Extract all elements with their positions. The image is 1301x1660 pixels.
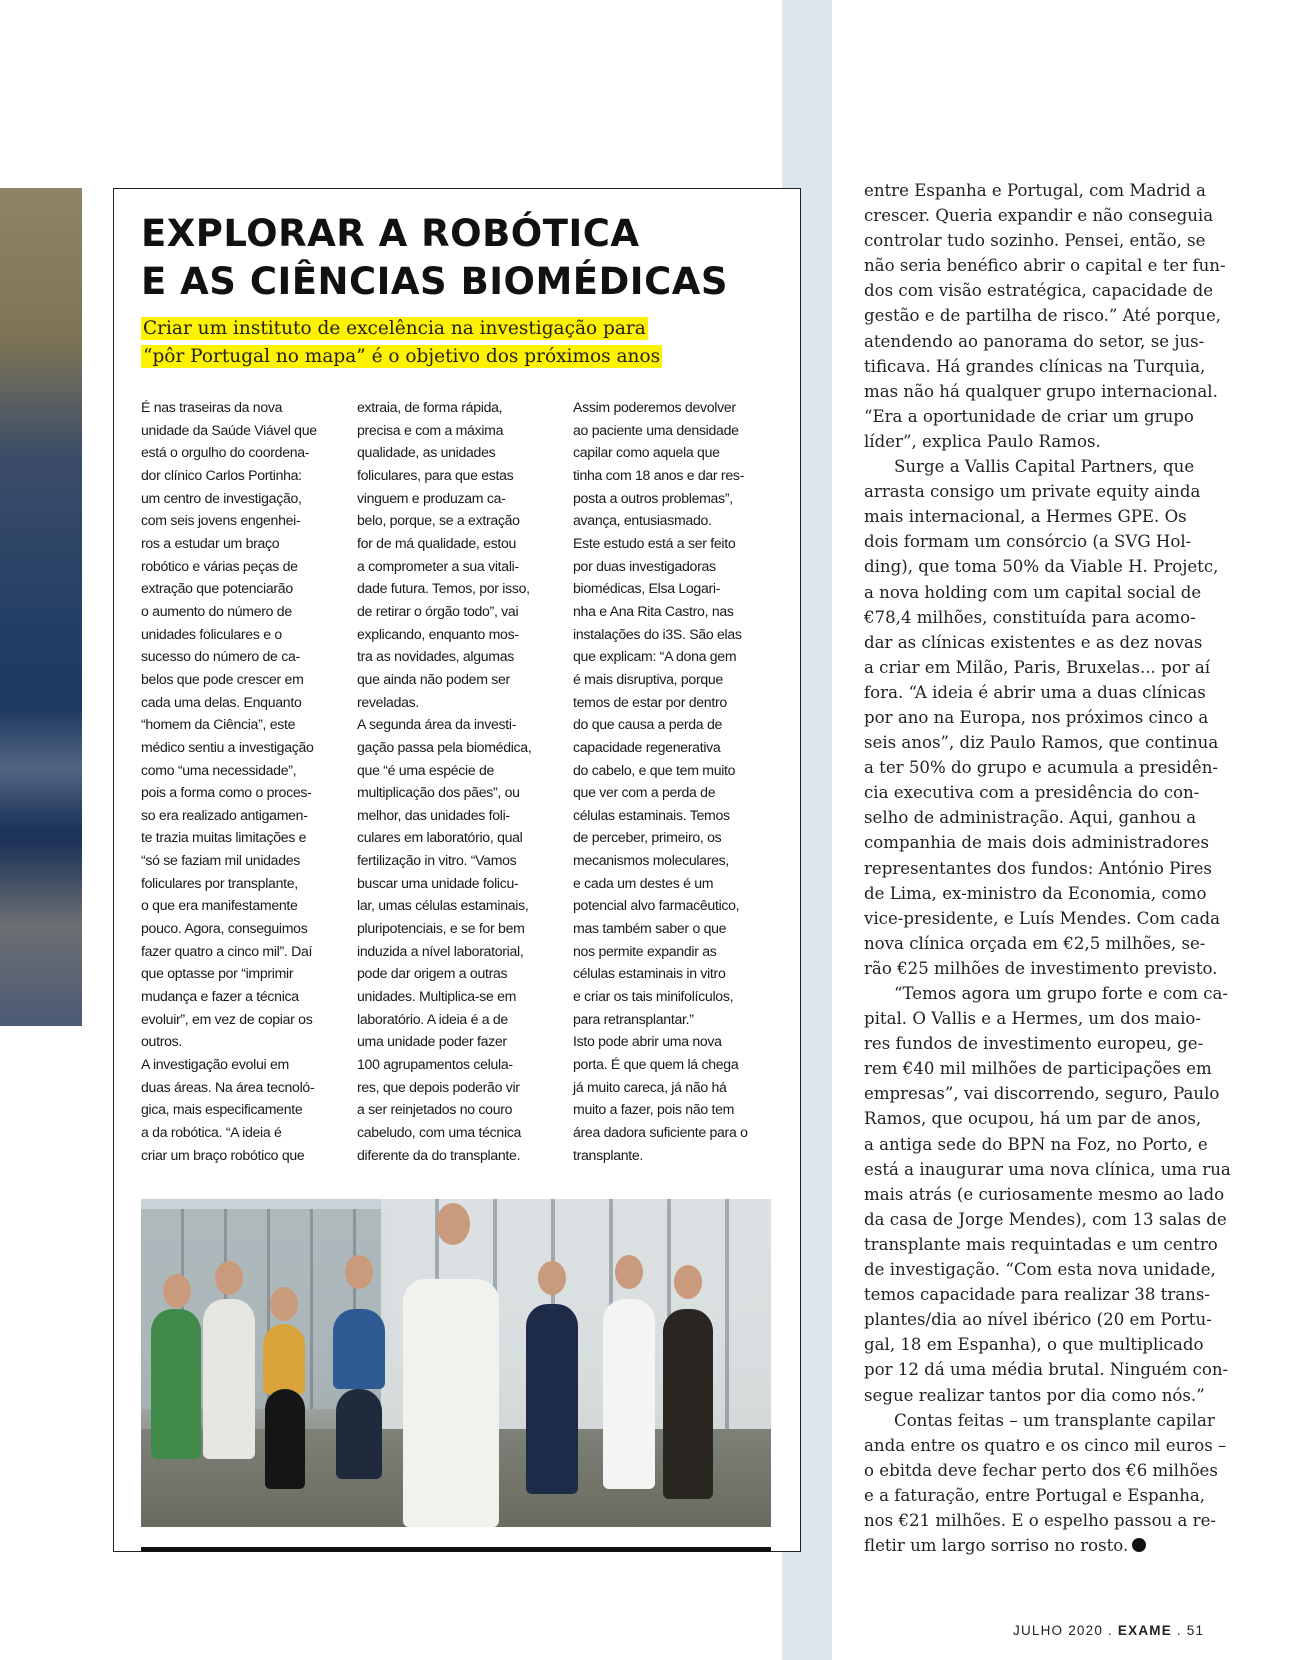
text-line-content: cia executiva com a presidência do con- (864, 783, 1200, 803)
text-line-content: de Lima, ex-ministro da Economia, como (864, 883, 1207, 903)
text-line: cada uma delas. Enquanto (141, 693, 302, 710)
text-line-content: e a faturação, entre Portugal e Espanha, (864, 1485, 1206, 1505)
text-line: de retirar o órgão todo”, vai (357, 602, 519, 619)
text-line (864, 705, 1214, 730)
text-line (864, 1282, 1214, 1307)
subhead-line-2: “pôr Portugal no mapa” é o objetivo dos próximos anos (143, 346, 661, 367)
text-line-content: €78,4 milhões, constituída para acomo- (864, 607, 1196, 627)
text-line: “homem da Ciência”, este (141, 716, 296, 733)
text-line (864, 203, 1214, 228)
text-line-content: pital. O Vallis e a Hermes, um dos maio- (864, 1009, 1202, 1029)
text-line-content: fora. “A ideia é abrir uma a duas clínicas (864, 682, 1206, 702)
text-line: fertilização in vitro. “Vamos (357, 852, 517, 869)
folio-page-number: 51 (1186, 1623, 1205, 1638)
text-line (864, 1383, 1214, 1408)
text-line: a da robótica. “A ideia é (141, 1124, 282, 1140)
text-line: mudança e fazer a técnica (141, 988, 299, 1005)
text-line: Assim poderemos devolver (573, 399, 736, 415)
text-line: que ainda não podem ser (357, 670, 510, 687)
text-line: A segunda área da investi- (357, 716, 517, 733)
text-line: tra as novidades, algumas (357, 648, 515, 665)
text-line: induzida a nível laboratorial, (357, 942, 524, 959)
text-line (864, 1357, 1229, 1382)
text-line: outros. (141, 1033, 182, 1050)
text-line: área dadora suficiente para o (573, 1124, 748, 1140)
text-line: com seis jovens engenhei- (141, 512, 301, 529)
page-folio (1013, 1623, 1204, 1638)
text-line (864, 630, 1214, 655)
text-line: precisa e com a máxima (357, 421, 504, 438)
text-line: dade futura. Temos, por isso, (357, 580, 530, 597)
text-line (864, 931, 1214, 956)
text-line-content: mais internacional, a Hermes GPE. Os (864, 507, 1187, 527)
article-headline (141, 210, 781, 306)
text-line-content: entre Espanha e Portugal, com Madrid a (864, 181, 1206, 200)
text-line: pois a forma como o proces- (141, 784, 312, 801)
article-subhead (141, 315, 761, 371)
text-line (864, 981, 1229, 1006)
text-line: 100 agrupamentos celula- (357, 1056, 513, 1073)
text-line (864, 1157, 1231, 1182)
text-line: posta a outros problemas”, (573, 489, 733, 506)
text-line: pluripotenciais, e se for bem (357, 920, 525, 937)
text-line (864, 906, 1221, 931)
text-line-content: ding), que toma 50% da Viable H. Projetc, (864, 557, 1219, 577)
text-line: muito a fazer, pois não tem (573, 1101, 735, 1118)
text-line-content: nos €21 milhões. E o espelho passou a re- (864, 1510, 1217, 1530)
text-line: e cada um destes é um (573, 874, 714, 891)
text-line: sucesso do número de ca- (141, 648, 300, 665)
folio-date: JULHO 2020 (1013, 1623, 1104, 1638)
text-line-content: tificava. Há grandes clínicas na Turquia, (864, 356, 1206, 376)
box-column-1 (141, 396, 341, 1166)
text-line: o aumento do número de (141, 602, 292, 619)
box-bottom-rule (141, 1547, 771, 1552)
text-line: qualidade, as unidades (357, 444, 496, 461)
box-column-2 (357, 396, 557, 1166)
text-line-content: seis anos”, diz Paulo Ramos, que continua (864, 733, 1219, 753)
text-line (864, 1533, 1214, 1558)
text-line: de perceber, primeiro, os (573, 829, 722, 846)
right-article-column (864, 178, 1231, 1558)
text-line: avança, entusiasmado. (573, 512, 712, 529)
text-line: nos permite expandir as (573, 942, 717, 959)
text-line (864, 253, 1226, 278)
text-line-content: transplante mais requintadas e um centro (864, 1234, 1218, 1254)
text-line-content: a criar em Milão, Paris, Bruxelas... por aí (864, 657, 1211, 677)
folio-sep-1: . (1108, 1623, 1113, 1638)
text-line (864, 429, 1214, 454)
text-line-content: plantes/dia ao nível ibérico (20 em Portu- (864, 1310, 1212, 1330)
text-line-content: não seria benéfico abrir o capital e ter fun- (864, 256, 1226, 276)
text-line: A investigação evolui em (141, 1056, 289, 1073)
text-line (864, 1182, 1225, 1207)
text-line (864, 479, 1214, 504)
text-line (864, 278, 1214, 303)
text-line (864, 404, 1214, 429)
text-line-content: nova clínica orçada em €2,5 milhões, se- (864, 933, 1206, 953)
text-line (864, 1081, 1220, 1106)
text-line (864, 881, 1214, 906)
text-line: for de má qualidade, estou (357, 534, 517, 551)
text-line: do que causa a perda de (573, 716, 723, 733)
text-line-content: “Temos agora um grupo forte e com ca- (894, 984, 1229, 1003)
text-line (864, 1056, 1214, 1081)
team-group-photo (141, 1199, 771, 1527)
text-line: que explicam: “A dona gem (573, 648, 737, 665)
left-edge-photo (0, 188, 82, 1026)
text-line: ros a estudar um braço (141, 534, 280, 551)
text-line: uma unidade poder fazer (357, 1033, 507, 1050)
text-line: so era realizado antigamen- (141, 806, 308, 823)
text-line: belo, porque, se a extração (357, 512, 520, 529)
text-line: vinguem e produzam ca- (357, 489, 506, 506)
text-line: melhor, das unidades foli- (357, 806, 510, 823)
text-line-content: atendendo ao panorama do setor, se jus- (864, 331, 1205, 351)
text-line: duas áreas. Na área tecnoló- (141, 1078, 315, 1095)
text-line (864, 780, 1214, 805)
text-line (864, 856, 1214, 881)
text-line (864, 329, 1214, 354)
text-line (864, 1257, 1214, 1282)
text-line (864, 554, 1219, 579)
text-line-content: mas não há qualquer grupo internacional. (864, 381, 1218, 401)
text-line-content: Contas feitas – um transplante capilar (894, 1410, 1215, 1430)
text-line: cabeludo, com uma técnica (357, 1124, 522, 1140)
text-line: Este estudo está a ser feito (573, 534, 736, 551)
text-line-content: dois formam um consórcio (a SVG Hol- (864, 532, 1192, 552)
text-line (864, 454, 1214, 479)
text-line-content: a ter 50% do grupo e acumula a presidên- (864, 758, 1219, 778)
text-line (864, 1232, 1218, 1257)
text-line: instalações do i3S. São elas (573, 625, 742, 642)
text-line: a comprometer a sua vitali- (357, 557, 519, 574)
text-line: já muito careca, já não há (573, 1078, 727, 1095)
text-line: unidades foliculares e o (141, 625, 282, 642)
text-line (864, 354, 1214, 379)
text-line: laboratório. A ideia é a de (357, 1010, 508, 1027)
text-line: dor clínico Carlos Portinha: (141, 466, 302, 483)
text-line: por duas investigadoras (573, 557, 716, 574)
text-line: ao paciente uma densidade (573, 421, 739, 438)
text-line: do cabelo, e que tem muito (573, 761, 736, 778)
text-line-content: crescer. Queria expandir e não conseguia (864, 206, 1214, 226)
text-line (864, 504, 1214, 529)
text-line: explicando, enquanto mos- (357, 625, 519, 642)
text-line: células estaminais in vitro (573, 965, 726, 982)
text-line-content: fletir um largo sorriso no rosto. (864, 1536, 1129, 1556)
text-line-content: “Era a oportunidade de criar um grupo (864, 406, 1194, 426)
text-line (864, 1508, 1217, 1533)
text-line: robótico e várias peças de (141, 557, 298, 574)
text-line-content: o ebitda deve fechar perto dos €6 milhões (864, 1460, 1218, 1480)
text-line-content: dos com visão estratégica, capacidade de (864, 281, 1214, 301)
text-line: um centro de investigação, (141, 489, 302, 506)
text-line: foliculares por transplante, (141, 874, 298, 891)
text-line-content: está a inaugurar uma nova clínica, uma rua (864, 1159, 1231, 1179)
text-line-content: anda entre os quatro e os cinco mil euros – (864, 1435, 1227, 1455)
text-line: a ser reinjetados no couro (357, 1101, 513, 1118)
text-line: unidades. Multiplica-se em (357, 988, 517, 1005)
text-line: temos de estar por dentro (573, 693, 727, 710)
box-column-3 (573, 396, 773, 1166)
text-line (864, 303, 1222, 328)
text-line-content: a antiga sede do BPN na Foz, no Porto, e (864, 1134, 1208, 1154)
text-line (864, 379, 1218, 404)
headline-line-1: EXPLORAR A ROBÓTICA (141, 212, 640, 255)
text-line-content: por 12 dá uma média brutal. Ninguém con- (864, 1360, 1229, 1380)
text-line (864, 1207, 1227, 1232)
text-line: que ver com a perda de (573, 784, 716, 801)
text-line-content: empresas”, vai discorrendo, seguro, Paulo (864, 1084, 1220, 1104)
text-line (864, 1433, 1227, 1458)
text-line: capacidade regenerativa (573, 738, 721, 755)
text-line: reveladas. (357, 693, 420, 710)
text-line (864, 529, 1214, 554)
text-line-content: mais atrás (e curiosamente mesmo ao lado (864, 1184, 1225, 1204)
text-line: evoluir”, em vez de copiar os (141, 1010, 313, 1027)
text-line (864, 1006, 1214, 1031)
text-line-content: Surge a Vallis Capital Partners, que (894, 457, 1195, 477)
text-line: Isto pode abrir uma nova (573, 1033, 722, 1050)
text-line: res, que depois poderão vir (357, 1078, 520, 1095)
text-line-content: res fundos de investimento europeu, ge- (864, 1034, 1204, 1054)
text-line: belos que pode crescer em (141, 670, 304, 687)
text-line (864, 655, 1214, 680)
text-line: É nas traseiras da nova (141, 399, 283, 415)
text-line-content: Ramos, que ocupou, há um par de anos, (864, 1109, 1202, 1129)
text-line: transplante. (573, 1146, 644, 1163)
text-line-content: arrasta consigo um private equity ainda (864, 482, 1201, 502)
text-line-content: selho de administração. Aqui, ganhou a (864, 808, 1197, 828)
text-line: criar um braço robótico que (141, 1146, 305, 1163)
text-line-content: gal, 18 em Espanha), o que multiplicado (864, 1335, 1204, 1355)
text-line: é mais disruptiva, porque (573, 670, 723, 687)
text-line (864, 755, 1219, 780)
text-line: extração que potenciarão (141, 580, 293, 597)
folio-sep-2: . (1176, 1623, 1182, 1638)
text-line: que optasse por “imprimir (141, 965, 294, 982)
text-line: culares em laboratório, qual (357, 829, 523, 846)
text-line: fazer quatro a cinco mil”. Daí (141, 942, 313, 959)
text-line (864, 580, 1214, 605)
text-line: tinha com 18 anos e dar res- (573, 466, 744, 483)
text-line: “só se faziam mil unidades (141, 852, 301, 869)
text-line-content: dar as clínicas existentes e as dez novas (864, 632, 1203, 652)
text-line-content: por ano na Europa, nos próximos cinco a (864, 707, 1209, 727)
text-line-content: rão €25 milhões de investimento previsto. (864, 958, 1218, 978)
text-line: porta. É que quem lá chega (573, 1056, 739, 1073)
text-line (864, 1332, 1214, 1357)
text-line: biomédicas, Elsa Logari- (573, 580, 721, 597)
text-line: te trazia muitas limitações e (141, 829, 307, 846)
text-line (864, 956, 1218, 981)
text-line-content: temos capacidade para realizar 38 trans- (864, 1285, 1210, 1305)
text-line (864, 1483, 1214, 1508)
text-line (864, 805, 1214, 830)
headline-line-2: E AS CIÊNCIAS BIOMÉDICAS (141, 260, 728, 303)
text-line: que “é uma espécie de (357, 761, 495, 778)
text-line (864, 228, 1214, 253)
text-line: diferente da do transplante. (357, 1146, 521, 1163)
text-line (864, 1307, 1214, 1332)
text-line: potencial alvo farmacêutico, (573, 897, 740, 914)
text-line (864, 730, 1219, 755)
text-line: gica, mais especificamente (141, 1101, 303, 1118)
text-line: foliculares, para que estas (357, 466, 514, 483)
text-line: o que era manifestamente (141, 897, 298, 914)
text-line: mecanismos moleculares, (573, 852, 730, 869)
text-line: médico sentiu a investigação (141, 738, 314, 755)
text-line: nha e Ana Rita Castro, nas (573, 602, 734, 619)
text-line: lar, umas células estaminais, (357, 897, 529, 914)
text-line (864, 1031, 1214, 1056)
text-line-content: gestão e de partilha de risco.” Até porque, (864, 306, 1222, 326)
text-line: extraia, de forma rápida, (357, 399, 503, 415)
subhead-line-1: Criar um instituto de excelência na investigação para (143, 318, 646, 339)
text-line: está o orgulho do coordena- (141, 444, 310, 461)
text-line: células estaminais. Temos (573, 806, 730, 823)
text-line (864, 830, 1214, 855)
text-line: buscar uma unidade folicu- (357, 874, 519, 891)
text-line: multiplicação dos pães”, ou (357, 784, 520, 801)
text-line (864, 1132, 1214, 1157)
text-line (864, 178, 1214, 203)
text-line-content: da casa de Jorge Mendes), com 13 salas de (864, 1209, 1227, 1229)
text-line: mas também saber o que (573, 920, 727, 937)
end-of-article-icon (1132, 1538, 1146, 1552)
text-line: pode dar origem a outras (357, 965, 508, 982)
text-line-content: rem €40 mil milhões de participações em (864, 1059, 1212, 1079)
text-line-content: representantes dos fundos: António Pires (864, 858, 1212, 878)
text-line-content: companhia de mais dois administradores (864, 833, 1209, 853)
text-line (864, 1458, 1218, 1483)
text-line-content: segue realizar tantos por dia como nós.” (864, 1385, 1205, 1405)
text-line (864, 605, 1214, 630)
text-line (864, 1408, 1214, 1433)
text-line: e criar os tais minifolículos, (573, 988, 734, 1005)
folio-magazine: EXAME (1117, 1623, 1172, 1638)
text-line-content: controlar tudo sozinho. Pensei, então, se (864, 231, 1206, 251)
text-line-content: líder”, explica Paulo Ramos. (864, 431, 1101, 451)
text-line-content: de investigação. “Com esta nova unidade, (864, 1260, 1216, 1280)
text-line: capilar como aquela que (573, 444, 720, 461)
text-line: como “uma necessidade”, (141, 761, 297, 778)
text-line (864, 680, 1214, 705)
text-line: gação passa pela biomédica, (357, 738, 532, 755)
text-line: unidade da Saúde Viável que (141, 421, 317, 438)
text-line-content: vice-presidente, e Luís Mendes. Com cada (864, 908, 1221, 928)
text-line: pouco. Agora, conseguimos (141, 920, 308, 937)
text-line: para retransplantar.” (573, 1010, 694, 1027)
text-line-content: a nova holding com um capital social de (864, 582, 1202, 602)
text-line (864, 1106, 1214, 1131)
